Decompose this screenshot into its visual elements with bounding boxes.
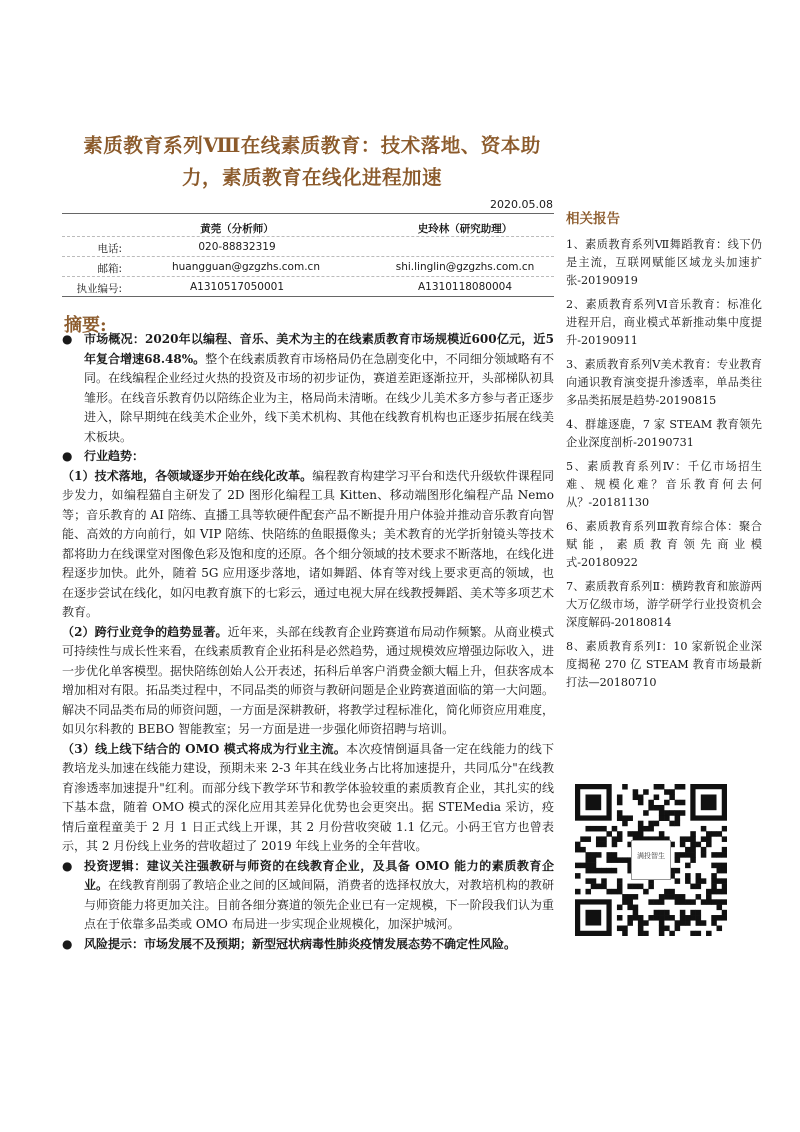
related-report-item[interactable]: 6、素质教育系列Ⅲ教育综合体：聚合赋能，素质教育领先商业模式-20180922 [566, 520, 762, 569]
bullet-icon: ● [62, 858, 73, 873]
related-report-item[interactable]: 3、素质教育系列Ⅴ美术教育：专业教育向通识教育演变提升渗透率，单品类往多品类拓展是趋势-20190815 [566, 358, 762, 407]
paragraph [84, 447, 554, 467]
bullet-market-overview [62, 330, 554, 447]
license-value-2: A1310118080004 [417, 281, 513, 293]
paragraph-text: 近年来，头部在线教育企业跨赛道布局动作频繁。从商业模式可持续性与成长性来看，在线素质教育企业拓科是必然趋势，通过规模效应增强边际收入，进一步优化单客模型。据快陪练创始人公开表述，拓科后单客户消费金额大幅上升，但获客成本增加相对有限。拓品类过程中，不同品类的师资与教研问题是企业跨赛道面临的第一大问题。解决不同品类布局的师资问题，一方面是深耕教研，将教学过程标准化，简化师资应用难度，如贝尔科教的 BEBO 智能教室；另一方面是进一步强化师资招聘与培训。 [62, 624, 555, 736]
analyst-license-row [62, 277, 554, 297]
header-divider [62, 213, 554, 214]
analyst-phone-row [62, 237, 554, 257]
email-label: 邮箱: [97, 263, 122, 275]
report-title-line1: 素质教育系列Ⅷ在线素质教育：技术落地、资本助 [83, 134, 541, 157]
paragraph [84, 330, 554, 447]
related-reports-sidebar [566, 210, 762, 698]
paragraph-text: 编程教育构建学习平台和迭代升级软件课程同步发力，如编程猫自主研发了 2D 图形化编程工具 Kitten、移动端图形化编程产品 Nemo 等；音乐教育的 AI 陪练、直播工具等软硬件配套产品不断提升用户体验并推动音乐教育向智能、高效的方向前行，如 VIP 陪练、快陪练的鱼眼摄像头；美术教育的光学折射镜头等技术都将助力在线课堂对图像色彩及饱和度的还原。各个细分领域的技术要求不断落地，在线化进程逐步加快。此外，随着 5G 应用逐步落地，诸如舞蹈、体育等对线上要求更高的领域，也在逐步尝试在线化，如闪电教育旗下的七彩云，通过电视大屏在线教授舞蹈、美术等多项艺术教育。 [62, 468, 555, 619]
bullet-icon: ● [62, 332, 73, 346]
paragraph-bold-lead: 投资逻辑：建议关注强教研与师资的在线教育企业，及具备 OMO 能力的素质教育企业。 [84, 858, 554, 892]
bullet-industry-trend [62, 447, 554, 467]
qr-code[interactable] [575, 784, 727, 936]
analyst-info-table [62, 217, 554, 297]
paragraph-bold-lead: （3）线上线下结合的 OMO 模式将成为行业主流。 [62, 741, 347, 756]
license-value-1: A1310517050001 [189, 281, 285, 293]
related-report-item[interactable]: 8、素质教育系列Ⅰ：10 家新锐企业深度揭秘 270 亿 STEAM 教育市场最新打法—20180710 [566, 640, 762, 689]
paragraph-trend-1 [62, 467, 554, 623]
related-reports-heading: 相关报告 [566, 211, 620, 227]
email-value-2[interactable]: shi.linglin@gzgzhs.com.cn [395, 261, 535, 273]
paragraph-bold-lead: 市场概况：2020年以编程、音乐、美术为主的在线素质教育市场规模近600亿元，近5年复合增速68.48%。 [84, 332, 554, 366]
email-value-1[interactable]: huangguan@gzgzhs.com.cn [172, 261, 320, 273]
paragraph-trend-3 [62, 740, 554, 857]
bullet-icon: ● [62, 449, 73, 463]
report-date: 2020.05.08 [490, 198, 553, 211]
paragraph-trend-2 [62, 623, 554, 740]
abstract-body [62, 330, 554, 954]
qr-logo-badge: 满投智生 [631, 840, 671, 880]
related-report-item[interactable]: 2、素质教育系列Ⅵ音乐教育：标准化进程开启，商业模式革新推动集中度提升-20190911 [566, 298, 762, 347]
phone-value-1: 020-88832319 [198, 241, 276, 253]
analyst-name-2: 史玲林（研究助理） [417, 223, 513, 235]
paragraph-text: 本次疫情倒逼具备一定在线能力的线下教培龙头加速在线能力建设，预期未来 2-3 年其在线业务占比将加速提升，共同瓜分"在线教育渗透率加速提升"红利。而部分线下教学环节和教学体验较重的素质教育企业，其扎实的线下基本盘，随着 OMO 模式的深化应用其差异化优势也会更突出。据 STEMedia 采访，疫情后童程童美于 2 月 1 日正式线上开课，其 2 月份营收突破 1.1 亿元。小码王官方也曾表示，其 2 月份线上业务的营收超过了 2019 年线上业务的全年营收。 [62, 741, 554, 853]
bullet-icon: ● [62, 936, 73, 951]
analyst-header-row [62, 217, 554, 237]
analyst-email-row [62, 257, 554, 277]
paragraph-bold-lead: 风险提示：市场发展不及预期；新型冠状病毒性肺炎疫情发展态势不确定性风险。 [84, 936, 517, 951]
related-reports-list [566, 236, 762, 692]
paragraph-bold-lead: 行业趋势： [84, 449, 145, 463]
paragraph [84, 857, 554, 935]
related-report-item[interactable]: 1、素质教育系列Ⅶ舞蹈教育：线下仍是主流，互联网赋能区域龙头加速扩张-20190919 [566, 238, 762, 287]
related-report-item[interactable]: 4、群雄逐鹿，7 家 STEAM 教育领先企业深度剖析-20190731 [566, 418, 762, 449]
report-title-line2: 力，素质教育在线化进程加速 [181, 166, 442, 189]
bullet-investment-logic [62, 857, 554, 935]
report-title [62, 130, 562, 194]
paragraph-text: 在线教育削弱了教培企业之间的区域间隔，消费者的选择权放大，对教培机构的教研与师资能力将更加关注。目前各细分赛道的领先企业已有一定规模，下一阶段我们认为重点在于依靠多品类或 OMO 布局进一步实现企业规模化，加深护城河。 [84, 878, 554, 931]
paragraph [84, 935, 554, 955]
related-report-item[interactable]: 5、素质教育系列Ⅳ：千亿市场招生难、规模化难？音乐教育何去何从？-20181130 [566, 460, 762, 509]
bullet-risk [62, 935, 554, 955]
phone-label: 电话: [97, 243, 122, 255]
paragraph-bold-lead: （2）跨行业竞争的趋势显著。 [62, 624, 228, 639]
related-report-item[interactable]: 7、素质教育系列Ⅱ：横跨教育和旅游两大万亿级市场，游学研学行业投资机会深度解码-20180814 [566, 580, 762, 629]
paragraph-text: 整个在线素质教育市场格局仍在急剧变化中，不同细分领域略有不同。在线编程企业经过火热的投资及市场的初步证伪，赛道差距逐渐拉开，头部梯队初具雏形。在线音乐教育仍以陪练企业为主，格局尚未清晰。在线少儿美术多方参与者正逐步进入，除早期纯在线美术企业外，线下美术机构、其他在线教育机构也正逐步拓展在线美术板块。 [84, 351, 554, 444]
analyst-name-1: 黄莞（分析师） [200, 223, 274, 235]
paragraph-bold-lead: （1）技术落地，各领域逐步开始在线化改革。 [62, 468, 313, 483]
abstract-heading: 摘要: [64, 315, 107, 336]
license-label: 执业编号: [76, 283, 122, 295]
